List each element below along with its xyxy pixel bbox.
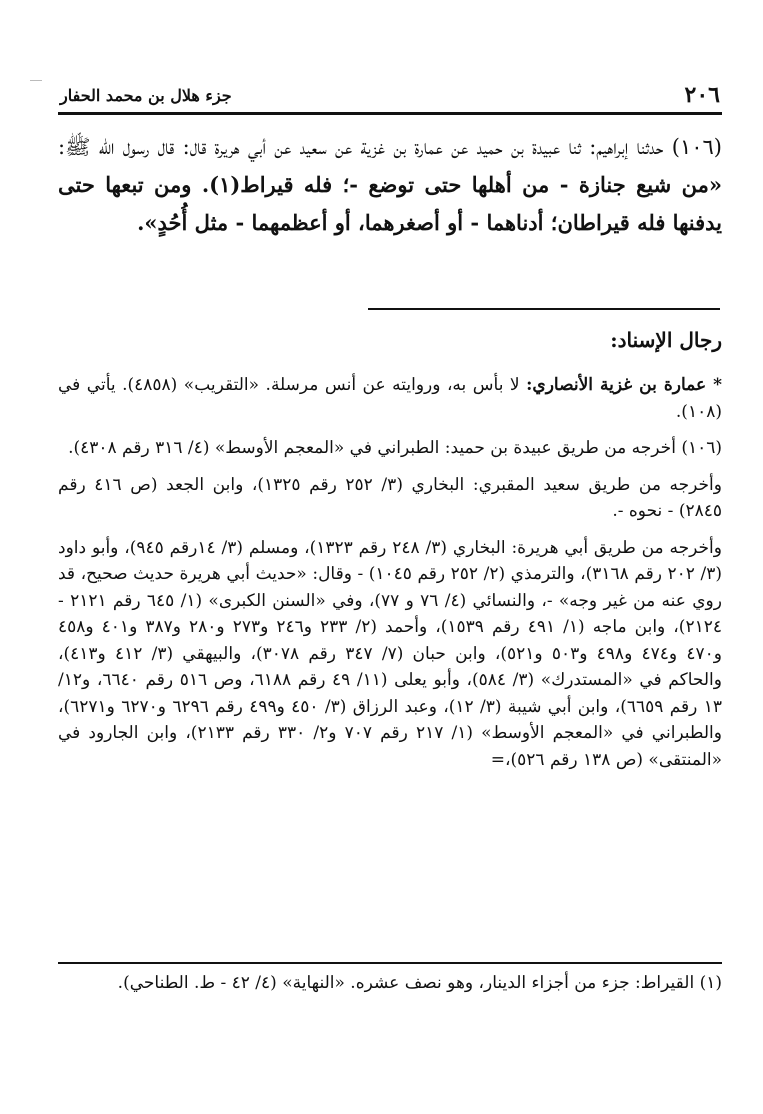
hadith-matn: «من شيع جنازة - من أهلها حتى توضع -؛ فله قيراط(١). ومن تبعها حتى يدفنها فله قيراطان؛ أدناهما - أو أصغرهما، أو أعظمهما - مثل أُحُدٍ». xyxy=(58,172,722,235)
footnote-rule xyxy=(58,962,722,964)
section-heading: رجال الإسناد: xyxy=(610,328,722,352)
commentary xyxy=(58,372,722,783)
hadith-text xyxy=(58,128,722,242)
running-title: جزء هلال بن محمد الحفار xyxy=(60,85,232,105)
takhrij-paragraph: وأخرجه من طريق أبي هريرة: البخاري (٣/ ٢٤٨ رقم ١٣٢٣)، ومسلم (٣/ ١٤رقم ٩٤٥)، وأبو داود (٣/ ٢٠٢ رقم ٣١٦٨)، والترمذي (٢/ ٢٥٢ رقم ١٠٤٥) - وقال: «حديث أبي هريرة حديث صحيح، قد روي عنه من غير وجه» -، والنسائي (٤/ ٧٦ و ٧٧)، وفي «السنن الكبرى» (١/ ٦٤٥ رقم ٢١٢١ - ٢١٢٤)، وابن ماجه (١/ ٤٩١ رقم ١٥٣٩)، وأحمد (٢/ ٢٣٣ و٢٤٦ و٢٧٣ و٢٨٠ و٣٨٧ و٤٠١ و٤٥٨ و٤٧٠ و٤٧٤ و٤٩٨ و٥٠٣ و٥٢١)، وابن حبان (٧/ ٣٤٧ رقم ٣٠٧٨)، والبيهقي (٣/ ٤١٢ و٤١٣)، والحاكم في «المستدرك» (٣/ ٥٨٤)، وأبو يعلى (١١/ ٤٩ رقم ٦١٨٨، وص ٥١٦ رقم ٦٦٤٠، و١٢/ ١٣ رقم ٦٦٥٩)، وابن أبي شيبة (٣/ ١٢)، وعبد الرزاق (٣/ ٤٥٠ و٤٩٩ رقم ٦٢٩٦ و٦٢٧٠ و٦٢٧١)، والطبراني في «المعجم الأوسط» (١/ ٢١٧ رقم ٧٠٧ و٢/ ٣٣٠ رقم ٢١٣٣)، وابن الجارود في «المنتقى» (ص ١٣٨ رقم ٥٢٦)،= xyxy=(58,537,722,770)
footnote: (١) القيراط: جزء من أجزاء الدينار، وهو نصف عشره. «النهاية» (٤/ ٤٢ - ط. الطناحي). xyxy=(117,973,722,993)
header-rule xyxy=(58,112,722,115)
narrator-note xyxy=(58,372,722,425)
page-number: ٢٠٦ xyxy=(684,82,720,108)
page-header xyxy=(60,82,720,108)
margin-mark xyxy=(30,80,42,81)
narrator-grading: لا بأس به، وروايته عن أنس مرسلة. «التقريب» (٤٨٥٨). يأتي في (١٠٨). xyxy=(58,375,722,422)
takhrij-paragraph: (١٠٦) أخرجه من طريق عبيدة بن حميد: الطبراني في «المعجم الأوسط» (٤/ ٣١٦ رقم ٤٣٠٨). xyxy=(68,438,722,458)
hadith-isnad: (١٠٦) حدثنا إبراهيم: ثنا عبيدة بن حميد عن عمارة بن غزية عن سعيد عن أبي هريرة قال: قال رسول الله ﷺ: xyxy=(58,135,722,159)
section-divider xyxy=(368,308,720,310)
takhrij-paragraph: وأخرجه من طريق سعيد المقبري: البخاري (٣/ ٢٥٢ رقم ١٣٢٥)، وابن الجعد (ص ٤١٦ رقم ٢٨٤٥) - نحوه -. xyxy=(58,474,722,521)
narrator-name: * عمارة بن غزية الأنصاري: xyxy=(526,375,722,395)
